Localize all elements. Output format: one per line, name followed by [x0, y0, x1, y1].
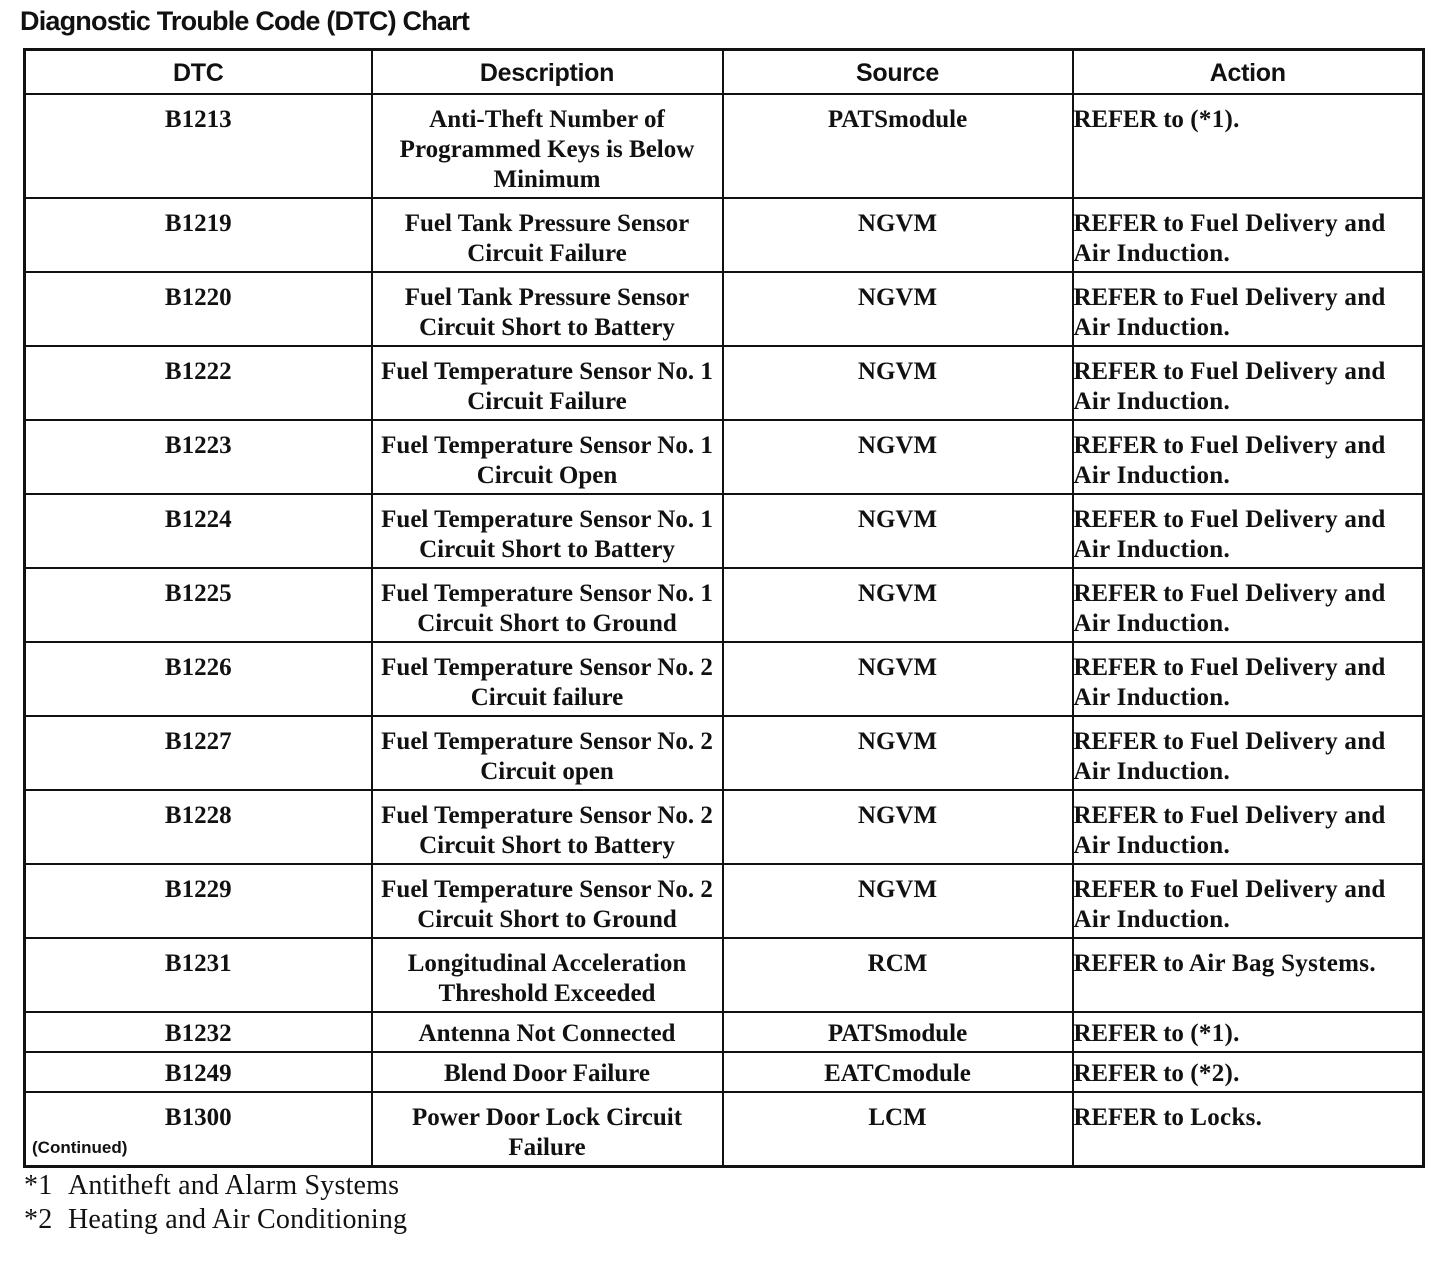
dtc-source: NGVM — [723, 420, 1073, 494]
action-lead: REFER to — [1073, 876, 1184, 903]
dtc-action — [1073, 1012, 1424, 1052]
table-row — [25, 716, 1424, 790]
table-row — [25, 198, 1424, 272]
dtc-action — [1073, 864, 1424, 938]
table-row — [25, 790, 1424, 864]
action-target: Fuel Delivery and Air Induction. — [1073, 506, 1386, 563]
dtc-description: Fuel Tank Pressure Sensor Circuit Failure — [372, 198, 723, 272]
dtc-description: Fuel Temperature Sensor No. 1 Circuit Short to Battery — [372, 494, 723, 568]
table-row — [25, 494, 1424, 568]
dtc-description: Fuel Temperature Sensor No. 2 Circuit open — [372, 716, 723, 790]
page-title: Diagnostic Trouble Code (DTC) Chart — [20, 6, 470, 36]
table-row — [25, 346, 1424, 420]
dtc-code: B1229 — [25, 864, 372, 938]
dtc-description: Fuel Temperature Sensor No. 2 Circuit failure — [372, 642, 723, 716]
column-header-dtc: DTC — [25, 50, 372, 95]
dtc-description: Fuel Temperature Sensor No. 1 Circuit Short to Ground — [372, 568, 723, 642]
action-lead: REFER to — [1073, 210, 1184, 237]
action-target: Air Bag Systems. — [1183, 950, 1376, 977]
table-row — [25, 94, 1424, 198]
dtc-action — [1073, 494, 1424, 568]
action-target: Fuel Delivery and Air Induction. — [1073, 728, 1386, 785]
dtc-source: PATSmodule — [723, 1012, 1073, 1052]
action-target: (*1). — [1183, 106, 1240, 133]
dtc-code: B1228 — [25, 790, 372, 864]
dtc-code: B1226 — [25, 642, 372, 716]
dtc-action — [1073, 642, 1424, 716]
dtc-action — [1073, 938, 1424, 1012]
dtc-source: NGVM — [723, 716, 1073, 790]
dtc-code: B1213 — [25, 94, 372, 198]
dtc-description: Fuel Temperature Sensor No. 2 Circuit Short to Battery — [372, 790, 723, 864]
action-lead: REFER to — [1073, 654, 1184, 681]
footnote — [24, 1170, 399, 1202]
dtc-code: B1231 — [25, 938, 372, 1012]
dtc-code: B1219 — [25, 198, 372, 272]
action-lead: REFER to — [1073, 1020, 1184, 1047]
table-row — [25, 420, 1424, 494]
table-row — [25, 938, 1424, 1012]
action-lead: REFER to — [1073, 950, 1184, 977]
dtc-action — [1073, 420, 1424, 494]
dtc-action — [1073, 790, 1424, 864]
table-row — [25, 568, 1424, 642]
dtc-description: Power Door Lock Circuit Failure — [372, 1092, 723, 1167]
dtc-source: NGVM — [723, 642, 1073, 716]
table-row — [25, 272, 1424, 346]
action-lead: REFER to — [1073, 432, 1184, 459]
dtc-source: LCM — [723, 1092, 1073, 1167]
dtc-code: B1225 — [25, 568, 372, 642]
column-header-description: Description — [372, 50, 723, 95]
dtc-source: NGVM — [723, 864, 1073, 938]
action-target: (*1). — [1183, 1020, 1240, 1047]
action-lead: REFER to — [1073, 358, 1184, 385]
action-target: Fuel Delivery and Air Induction. — [1073, 580, 1386, 637]
action-lead: REFER to — [1073, 506, 1184, 533]
dtc-code: B1227 — [25, 716, 372, 790]
dtc-description: Antenna Not Connected — [372, 1012, 723, 1052]
action-target: Fuel Delivery and Air Induction. — [1073, 284, 1386, 341]
dtc-action — [1073, 272, 1424, 346]
dtc-action — [1073, 568, 1424, 642]
dtc-description: Anti-Theft Number of Programmed Keys is Below Minimum — [372, 94, 723, 198]
action-target: Fuel Delivery and Air Induction. — [1073, 876, 1386, 933]
action-target: Fuel Delivery and Air Induction. — [1073, 432, 1386, 489]
action-lead: REFER to — [1073, 284, 1184, 311]
footnote-text: Antitheft and Alarm Systems — [68, 1170, 400, 1201]
footnote-mark: *2 — [24, 1204, 53, 1235]
dtc-code: B1222 — [25, 346, 372, 420]
action-lead: REFER to — [1073, 106, 1184, 133]
dtc-action — [1073, 1092, 1424, 1167]
footnote-text: Heating and Air Conditioning — [68, 1204, 408, 1235]
dtc-description: Fuel Temperature Sensor No. 2 Circuit Short to Ground — [372, 864, 723, 938]
table-row — [25, 1052, 1424, 1092]
dtc-action — [1073, 346, 1424, 420]
dtc-source: PATSmodule — [723, 94, 1073, 198]
dtc-table — [23, 48, 1425, 1168]
dtc-action — [1073, 94, 1424, 198]
dtc-action — [1073, 198, 1424, 272]
column-header-source: Source — [723, 50, 1073, 95]
dtc-action — [1073, 1052, 1424, 1092]
dtc-code: B1223 — [25, 420, 372, 494]
action-target: (*2). — [1183, 1060, 1240, 1087]
action-lead: REFER to — [1073, 1104, 1184, 1131]
dtc-source: NGVM — [723, 198, 1073, 272]
table-row — [25, 1092, 1424, 1167]
dtc-description: Blend Door Failure — [372, 1052, 723, 1092]
dtc-source: NGVM — [723, 790, 1073, 864]
action-target: Fuel Delivery and Air Induction. — [1073, 358, 1386, 415]
action-lead: REFER to — [1073, 1060, 1184, 1087]
action-target: Fuel Delivery and Air Induction. — [1073, 654, 1386, 711]
dtc-source: RCM — [723, 938, 1073, 1012]
table-header-row — [25, 50, 1424, 95]
footnote-mark: *1 — [24, 1170, 53, 1201]
dtc-description: Longitudinal Acceleration Threshold Exceeded — [372, 938, 723, 1012]
action-target: Fuel Delivery and Air Induction. — [1073, 210, 1386, 267]
table-row — [25, 864, 1424, 938]
continued-note: (Continued) — [32, 1138, 128, 1157]
dtc-source: NGVM — [723, 346, 1073, 420]
action-target: Fuel Delivery and Air Induction. — [1073, 802, 1386, 859]
table-row — [25, 1012, 1424, 1052]
dtc-code: B1232 — [25, 1012, 372, 1052]
action-lead: REFER to — [1073, 580, 1184, 607]
dtc-description: Fuel Temperature Sensor No. 1 Circuit Failure — [372, 346, 723, 420]
dtc-source: NGVM — [723, 568, 1073, 642]
action-lead: REFER to — [1073, 802, 1184, 829]
action-lead: REFER to — [1073, 728, 1184, 755]
dtc-source: NGVM — [723, 494, 1073, 568]
table-row — [25, 642, 1424, 716]
action-target: Locks. — [1183, 1104, 1263, 1131]
dtc-code: B1220 — [25, 272, 372, 346]
dtc-code: B1300 — [25, 1092, 372, 1167]
dtc-code: B1249 — [25, 1052, 372, 1092]
dtc-action — [1073, 716, 1424, 790]
dtc-code: B1224 — [25, 494, 372, 568]
footnote — [24, 1204, 407, 1236]
dtc-description: Fuel Tank Pressure Sensor Circuit Short to Battery — [372, 272, 723, 346]
column-header-action: Action — [1073, 50, 1424, 95]
dtc-source: NGVM — [723, 272, 1073, 346]
dtc-source: EATCmodule — [723, 1052, 1073, 1092]
dtc-description: Fuel Temperature Sensor No. 1 Circuit Open — [372, 420, 723, 494]
